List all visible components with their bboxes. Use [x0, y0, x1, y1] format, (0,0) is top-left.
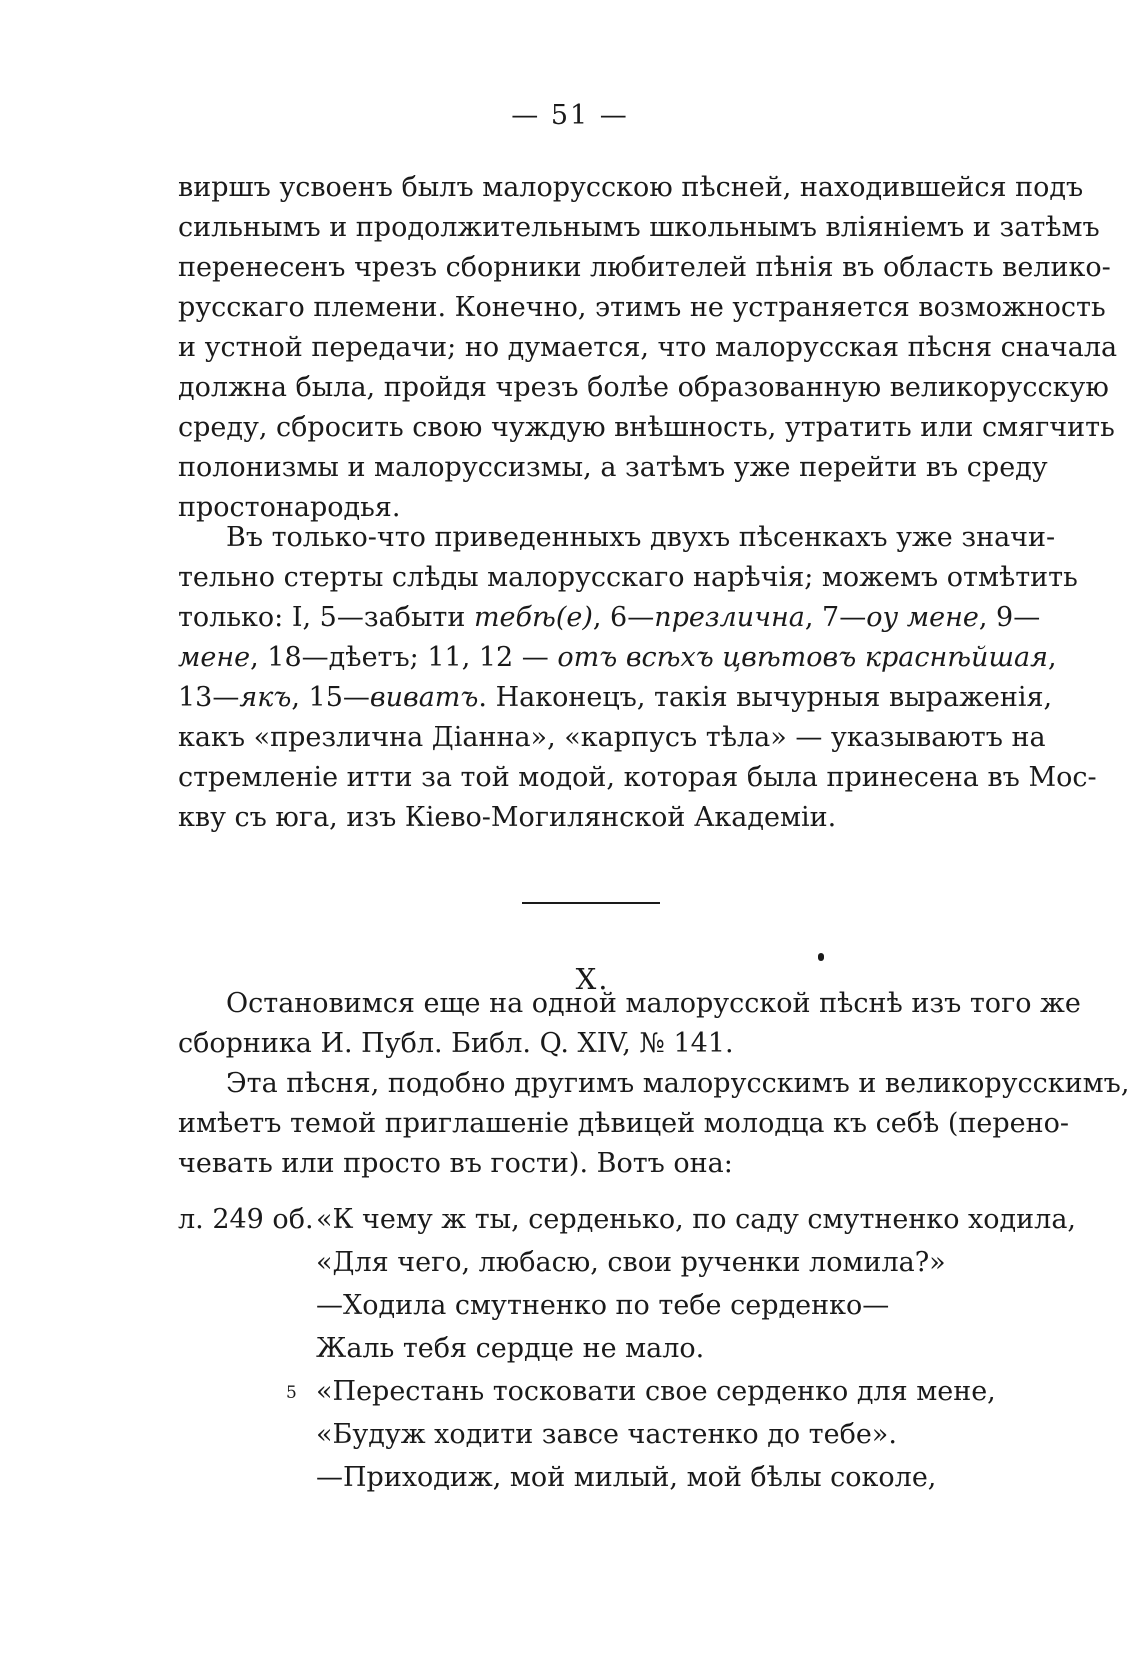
- verse-text: «Будуж ходити завсе частенко до тебе».: [316, 1419, 897, 1450]
- text-line: простонародья.: [178, 492, 401, 523]
- paragraph-1: [178, 168, 1118, 528]
- text-line: [178, 598, 1041, 638]
- text-line: сборника И. Публ. Библ. Q. XIV, № 141.: [178, 1028, 734, 1059]
- verse-text: «К чему ж ты, серденько, по саду смутненко ходила,: [316, 1204, 1076, 1235]
- text-span: 13—: [178, 682, 240, 713]
- italic-span: презлична: [654, 602, 805, 633]
- text-line: перенесенъ чрезъ сборники любителей пѣнія въ область велико-: [178, 252, 1111, 283]
- text-line: и устной передачи; но думается, что малорусская пѣсня сначала: [178, 332, 1118, 363]
- text-line: полонизмы и малоруссизмы, а затѣмъ уже перейти въ среду: [178, 452, 1048, 483]
- verse-line: [178, 1413, 1018, 1456]
- text-span: . Наконецъ, такія вычурныя выраженія,: [478, 682, 1053, 713]
- verse-text: —Приходиж, мой милый, мой бѣлы соколе,: [316, 1462, 937, 1493]
- text-line: тельно стерты слѣды малорусскаго нарѣчія; можемъ отмѣтить: [178, 562, 1078, 593]
- text-line: какъ «презлична Діанна», «карпусъ тѣла» — указываютъ на: [178, 722, 1046, 753]
- ink-speck: [818, 953, 824, 961]
- text-line: Остановимся еще на одной малорусской пѣснѣ изъ того же: [226, 988, 1081, 1019]
- section-title: X.: [575, 962, 610, 996]
- italic-span: отъ всѣхъ цвѣтовъ краснѣйшая: [557, 642, 1048, 673]
- verse: [178, 1198, 1076, 1499]
- verse-text: —Ходила смутненко по тебе серденко—: [316, 1290, 890, 1321]
- page-number: — 51 —: [511, 100, 629, 131]
- italic-span: виватъ: [369, 682, 479, 713]
- text-span: ,: [1048, 642, 1057, 673]
- text-line: Эта пѣсня, подобно другимъ малорусскимъ и великорусскимъ,: [226, 1068, 1130, 1099]
- italic-span: оу мене: [866, 602, 979, 633]
- text-line: чевать или просто въ гости). Вотъ она:: [178, 1148, 733, 1179]
- text-line: русскаго племени. Конечно, этимъ не устраняется возможность: [178, 292, 1106, 323]
- folio-label: л. 249 об.: [178, 1204, 314, 1235]
- verse-text: «Для чего, любасю, свои рученки ломила?»: [316, 1247, 946, 1278]
- paragraph-4: [178, 1064, 1130, 1184]
- text-line: имѣетъ темой приглашеніе дѣвицей молодца къ себѣ (перено-: [178, 1108, 1069, 1139]
- line-number: 5: [286, 1383, 297, 1403]
- verse-line: [178, 1456, 1018, 1499]
- text-line: кву съ юга, изъ Кіево-Могилянской Академіи.: [178, 802, 837, 833]
- paragraph-2: [178, 518, 1097, 838]
- verse-text: Жаль тебя сердце не мало.: [316, 1333, 705, 1364]
- text-line: стремленіе итти за той модой, которая была принесена въ Мос-: [178, 762, 1097, 793]
- text-span: , 6—: [592, 602, 655, 633]
- verse-text: «Перестань тосковати свое серденко для мене,: [316, 1376, 996, 1407]
- verse-line: [178, 1241, 1018, 1284]
- text-line: должна была, пройдя чрезъ болѣе образованную великорусскую: [178, 372, 1109, 403]
- italic-span: якъ: [239, 682, 292, 713]
- text-line: [178, 678, 1053, 718]
- text-line: виршъ усвоенъ былъ малорусскою пѣсней, находившейся подъ: [178, 172, 1084, 203]
- verse-line: [178, 1198, 1076, 1241]
- text-span: , 9—: [978, 602, 1041, 633]
- text-line: среду, сбросить свою чуждую внѣшность, утратить или смягчить: [178, 412, 1115, 443]
- text-line: Въ только-что приведенныхъ двухъ пѣсенкахъ уже значи-: [226, 522, 1056, 553]
- section-divider: [522, 902, 660, 904]
- paragraph-3: [178, 984, 1081, 1064]
- verse-line: [178, 1284, 1018, 1327]
- verse-line: [178, 1370, 1018, 1413]
- text-span: , 15—: [291, 682, 370, 713]
- text-span: , 7—: [804, 602, 867, 633]
- text-span: , 18—дѣетъ; 11, 12 —: [250, 642, 558, 673]
- italic-span: мене: [178, 642, 251, 673]
- italic-span: тебѣ(е): [473, 602, 593, 633]
- text-span: только: I, 5—забыти: [178, 602, 474, 633]
- text-line: сильнымъ и продолжительнымъ школьнымъ вліяніемъ и затѣмъ: [178, 212, 1100, 243]
- verse-line: [178, 1327, 1018, 1370]
- text-line: [178, 638, 1057, 678]
